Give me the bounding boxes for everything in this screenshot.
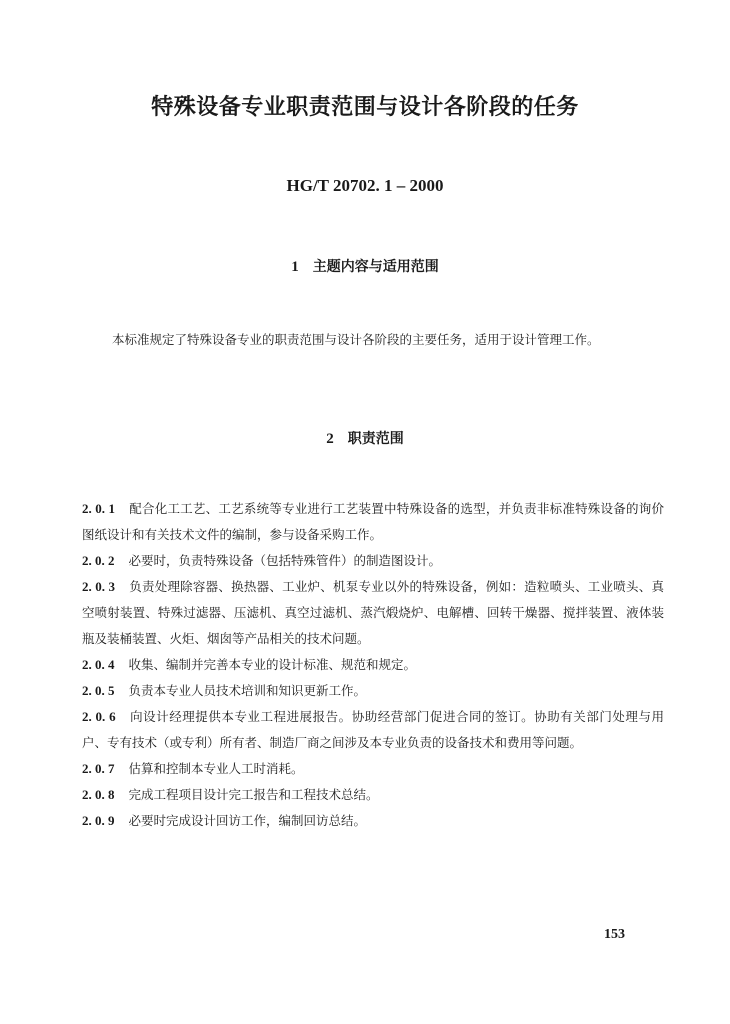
clause-number: 2. 0. 4 — [82, 657, 115, 672]
clause-item — [82, 574, 664, 652]
clause-number: 2. 0. 7 — [82, 761, 115, 776]
clause-number: 2. 0. 9 — [82, 813, 115, 828]
page-number: 153 — [604, 927, 625, 942]
clause-text: 完成工程项目设计完工报告和工程技术总结。 — [128, 787, 379, 802]
standard-code: HG/T 20702. 1 – 2000 — [286, 176, 444, 195]
clause-list — [82, 496, 664, 834]
clause-number: 2. 0. 6 — [82, 709, 116, 724]
clause-number: 2. 0. 1 — [82, 501, 115, 516]
clause-number: 2. 0. 2 — [82, 553, 115, 568]
clause-item — [82, 496, 664, 548]
clause-text: 收集、编制并完善本专业的设计标准、规范和规定。 — [128, 657, 417, 672]
clause-item — [82, 548, 664, 574]
clause-item — [82, 756, 664, 782]
clause-text: 向设计经理提供本专业工程进展报告。协助经营部门促进合同的签订。协助有关部门处理与用户、专有技术（或专利）所有者、制造厂商之间涉及本专业负责的设备技术和费用等问题。 — [82, 709, 664, 750]
clause-item — [82, 652, 664, 678]
clause-text: 负责本专业人员技术培训和知识更新工作。 — [128, 683, 367, 698]
clause-number: 2. 0. 3 — [82, 579, 115, 594]
clause-text: 负责处理除容器、换热器、工业炉、机泵专业以外的特殊设备，例如：造粒喷头、工业喷头、真空喷射装置、特殊过滤器、压滤机、真空过滤机、蒸汽煅烧炉、电解槽、回转干燥器、搅拌装置、液体装瓶及装桶装置、火炬、烟囱等产品相关的技术问题。 — [82, 579, 664, 646]
section-heading-2 — [0, 428, 730, 448]
section-title: 职责范围 — [347, 431, 404, 447]
section-number: 1 — [291, 259, 299, 275]
clause-item — [82, 782, 664, 808]
clause-text: 必要时，负责特殊设备（包括特殊管件）的制造图设计。 — [128, 553, 442, 568]
intro-paragraph: 本标准规定了特殊设备专业的职责范围与设计各阶段的主要任务，适用于设计管理工作。 — [112, 332, 600, 347]
clause-text: 配合化工工艺、工艺系统等专业进行工艺装置中特殊设备的选型，并负责非标准特殊设备的询价图纸设计和有关技术文件的编制，参与设备采购工作。 — [82, 501, 664, 542]
section-title: 主题内容与适用范围 — [312, 259, 439, 275]
clause-item — [82, 704, 664, 756]
clause-item — [82, 678, 664, 704]
clause-text: 必要时完成设计回访工作，编制回访总结。 — [128, 813, 367, 828]
clause-item — [82, 808, 664, 834]
section-number: 2 — [326, 431, 334, 447]
clause-number: 2. 0. 8 — [82, 787, 115, 802]
clause-text: 估算和控制本专业人工时消耗。 — [128, 761, 304, 776]
page-title: 特殊设备专业职责范围与设计各阶段的任务 — [151, 95, 579, 120]
clause-number: 2. 0. 5 — [82, 683, 115, 698]
section-heading-1 — [0, 256, 730, 276]
